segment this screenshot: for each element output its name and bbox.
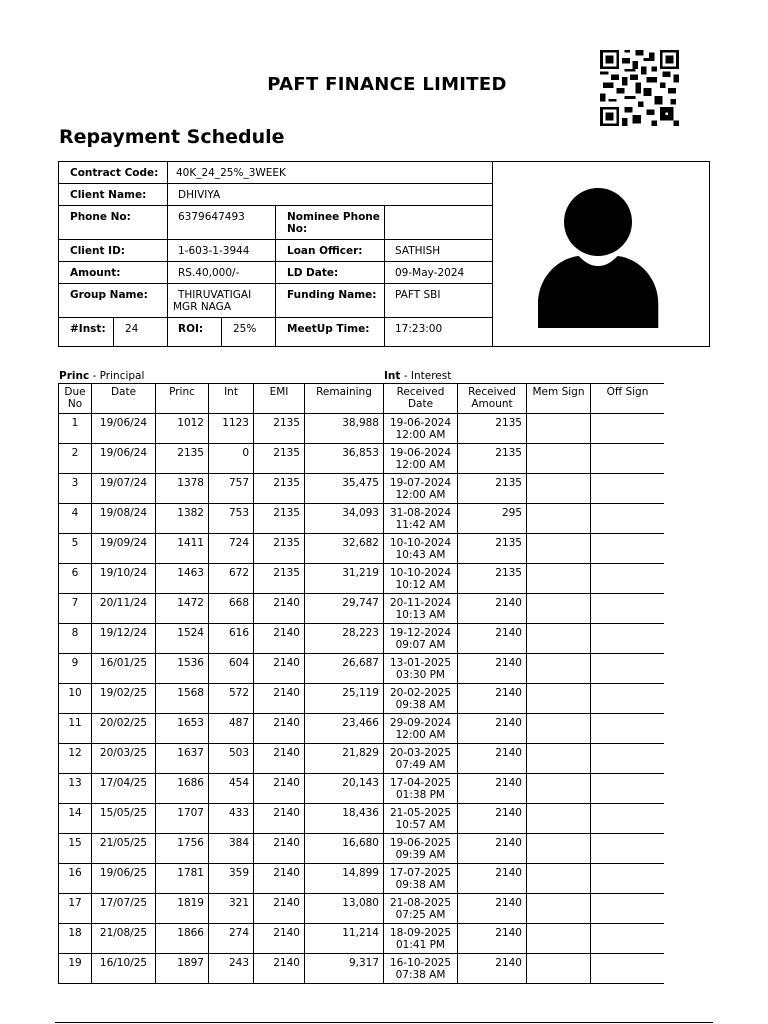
table-row [59, 714, 665, 744]
princ-cell: 2135 [156, 444, 209, 474]
received-date-cell: 20-03-2025 07:49 AM [384, 744, 458, 774]
off-sign-cell [591, 474, 665, 504]
table-row [59, 834, 665, 864]
mem-sign-cell [527, 804, 591, 834]
date-cell: 20/11/24 [92, 594, 156, 624]
remaining-cell: 16,680 [305, 834, 384, 864]
remaining-cell: 23,466 [305, 714, 384, 744]
princ-cell: 1382 [156, 504, 209, 534]
emi-cell: 2140 [254, 804, 305, 834]
princ-cell: 1411 [156, 534, 209, 564]
table-row [59, 564, 665, 594]
due-no-cell: 11 [59, 714, 92, 744]
princ-cell: 1637 [156, 744, 209, 774]
due-no-cell: 1 [59, 414, 92, 444]
column-header: Remaining [305, 384, 384, 414]
date-cell: 17/07/25 [92, 894, 156, 924]
off-sign-cell [591, 534, 665, 564]
received-amount-cell: 2140 [458, 594, 527, 624]
emi-cell: 2140 [254, 774, 305, 804]
due-no-cell: 17 [59, 894, 92, 924]
loan-officer-label: Loan Officer: [287, 245, 363, 257]
int-cell: 274 [209, 924, 254, 954]
client-name-value: DHIVIYA [178, 189, 221, 201]
remaining-cell: 38,988 [305, 414, 384, 444]
received-date-cell: 10-10-2024 10:43 AM [384, 534, 458, 564]
off-sign-cell [591, 744, 665, 774]
due-no-cell: 2 [59, 444, 92, 474]
remaining-cell: 9,317 [305, 954, 384, 984]
int-cell: 668 [209, 594, 254, 624]
date-cell: 19/07/24 [92, 474, 156, 504]
princ-cell: 1686 [156, 774, 209, 804]
emi-cell: 2135 [254, 444, 305, 474]
received-date-cell: 20-11-2024 10:13 AM [384, 594, 458, 624]
due-no-cell: 10 [59, 684, 92, 714]
off-sign-cell [591, 864, 665, 894]
received-date-cell: 17-04-2025 01:38 PM [384, 774, 458, 804]
princ-cell: 1472 [156, 594, 209, 624]
emi-cell: 2140 [254, 954, 305, 984]
legend-interest: Int - Interest [384, 370, 452, 382]
footer-divider [55, 1022, 713, 1023]
int-cell: 1123 [209, 414, 254, 444]
column-header: Due No [59, 384, 92, 414]
mem-sign-cell [527, 414, 591, 444]
date-cell: 15/05/25 [92, 804, 156, 834]
emi-cell: 2135 [254, 564, 305, 594]
mem-sign-cell [527, 744, 591, 774]
date-cell: 16/10/25 [92, 954, 156, 984]
company-name: PAFT FINANCE LIMITED [267, 74, 507, 95]
group-name-label: Group Name: [70, 289, 148, 301]
group-name-value: THIRUVATIGAI MGR NAGA [173, 289, 252, 313]
mem-sign-cell [527, 774, 591, 804]
column-header: Date [92, 384, 156, 414]
mem-sign-cell [527, 954, 591, 984]
remaining-cell: 25,119 [305, 684, 384, 714]
princ-cell: 1707 [156, 804, 209, 834]
received-date-cell: 13-01-2025 03:30 PM [384, 654, 458, 684]
mem-sign-cell [527, 594, 591, 624]
off-sign-cell [591, 774, 665, 804]
emi-cell: 2140 [254, 864, 305, 894]
due-no-cell: 14 [59, 804, 92, 834]
off-sign-cell [591, 954, 665, 984]
table-row [59, 924, 665, 954]
received-date-cell: 19-06-2024 12:00 AM [384, 414, 458, 444]
table-row [59, 504, 665, 534]
legend-principal: Princ - Principal [59, 370, 145, 382]
remaining-cell: 18,436 [305, 804, 384, 834]
off-sign-cell [591, 714, 665, 744]
nominee-phone-label: Nominee Phone No: [287, 211, 380, 235]
off-sign-cell [591, 654, 665, 684]
mem-sign-cell [527, 504, 591, 534]
emi-cell: 2140 [254, 894, 305, 924]
table-row [59, 774, 665, 804]
int-cell: 0 [209, 444, 254, 474]
due-no-cell: 3 [59, 474, 92, 504]
princ-cell: 1653 [156, 714, 209, 744]
column-header: Received Date [384, 384, 458, 414]
int-cell: 503 [209, 744, 254, 774]
off-sign-cell [591, 414, 665, 444]
remaining-cell: 36,853 [305, 444, 384, 474]
int-cell: 359 [209, 864, 254, 894]
int-cell: 384 [209, 834, 254, 864]
roi-label: ROI: [178, 323, 204, 335]
received-amount-cell: 2140 [458, 774, 527, 804]
client-id-label: Client ID: [70, 245, 125, 257]
due-no-cell: 15 [59, 834, 92, 864]
princ-cell: 1378 [156, 474, 209, 504]
received-date-cell: 17-07-2025 09:38 AM [384, 864, 458, 894]
emi-cell: 2140 [254, 834, 305, 864]
int-cell: 454 [209, 774, 254, 804]
mem-sign-cell [527, 894, 591, 924]
int-cell: 243 [209, 954, 254, 984]
received-amount-cell: 2140 [458, 834, 527, 864]
date-cell: 20/03/25 [92, 744, 156, 774]
column-header: Mem Sign [527, 384, 591, 414]
received-amount-cell: 2140 [458, 654, 527, 684]
received-date-cell: 16-10-2025 07:38 AM [384, 954, 458, 984]
received-date-cell: 21-05-2025 10:57 AM [384, 804, 458, 834]
table-row [59, 474, 665, 504]
amount-label: Amount: [70, 267, 121, 279]
off-sign-cell [591, 894, 665, 924]
received-amount-cell: 2140 [458, 744, 527, 774]
received-date-cell: 20-02-2025 09:38 AM [384, 684, 458, 714]
received-amount-cell: 295 [458, 504, 527, 534]
mem-sign-cell [527, 684, 591, 714]
due-no-cell: 5 [59, 534, 92, 564]
date-cell: 21/05/25 [92, 834, 156, 864]
remaining-cell: 29,747 [305, 594, 384, 624]
received-date-cell: 10-10-2024 10:12 AM [384, 564, 458, 594]
remaining-cell: 20,143 [305, 774, 384, 804]
due-no-cell: 16 [59, 864, 92, 894]
received-amount-cell: 2135 [458, 474, 527, 504]
table-row [59, 414, 665, 444]
table-row [59, 804, 665, 834]
qr-code [600, 50, 679, 126]
princ-cell: 1866 [156, 924, 209, 954]
mem-sign-cell [527, 474, 591, 504]
received-date-cell: 29-09-2024 12:00 AM [384, 714, 458, 744]
emi-cell: 2140 [254, 924, 305, 954]
client-id-value: 1-603-1-3944 [178, 245, 250, 257]
emi-cell: 2140 [254, 624, 305, 654]
princ-cell: 1819 [156, 894, 209, 924]
off-sign-cell [591, 804, 665, 834]
mem-sign-cell [527, 834, 591, 864]
date-cell: 19/06/25 [92, 864, 156, 894]
date-cell: 17/04/25 [92, 774, 156, 804]
table-row [59, 744, 665, 774]
column-header: Off Sign [591, 384, 665, 414]
table-row [59, 444, 665, 474]
received-amount-cell: 2140 [458, 894, 527, 924]
due-no-cell: 18 [59, 924, 92, 954]
mem-sign-cell [527, 864, 591, 894]
int-cell: 753 [209, 504, 254, 534]
meetup-time-value: 17:23:00 [395, 323, 443, 335]
remaining-cell: 28,223 [305, 624, 384, 654]
int-cell: 672 [209, 564, 254, 594]
received-amount-cell: 2140 [458, 804, 527, 834]
ld-date-label: LD Date: [287, 267, 339, 279]
received-amount-cell: 2140 [458, 684, 527, 714]
received-date-cell: 19-12-2024 09:07 AM [384, 624, 458, 654]
received-date-cell: 19-06-2024 12:00 AM [384, 444, 458, 474]
received-amount-cell: 2135 [458, 414, 527, 444]
princ-cell: 1463 [156, 564, 209, 594]
table-row [59, 684, 665, 714]
date-cell: 19/10/24 [92, 564, 156, 594]
date-cell: 19/06/24 [92, 414, 156, 444]
due-no-cell: 8 [59, 624, 92, 654]
int-cell: 604 [209, 654, 254, 684]
mem-sign-cell [527, 564, 591, 594]
off-sign-cell [591, 834, 665, 864]
date-cell: 20/02/25 [92, 714, 156, 744]
roi-value: 25% [233, 323, 257, 335]
due-no-cell: 6 [59, 564, 92, 594]
date-cell: 16/01/25 [92, 654, 156, 684]
table-row [59, 894, 665, 924]
column-header: Princ [156, 384, 209, 414]
funding-name-value: PAFT SBI [395, 289, 441, 301]
princ-cell: 1897 [156, 954, 209, 984]
remaining-cell: 21,829 [305, 744, 384, 774]
princ-cell: 1756 [156, 834, 209, 864]
column-header: Int [209, 384, 254, 414]
due-no-cell: 19 [59, 954, 92, 984]
off-sign-cell [591, 444, 665, 474]
installments-label: #Inst: [70, 323, 106, 335]
received-date-cell: 21-08-2025 07:25 AM [384, 894, 458, 924]
date-cell: 19/02/25 [92, 684, 156, 714]
mem-sign-cell [527, 624, 591, 654]
page-title: Repayment Schedule [59, 126, 285, 148]
client-name-label: Client Name: [70, 189, 147, 201]
remaining-cell: 13,080 [305, 894, 384, 924]
emi-cell: 2135 [254, 414, 305, 444]
due-no-cell: 7 [59, 594, 92, 624]
off-sign-cell [591, 924, 665, 954]
emi-cell: 2135 [254, 534, 305, 564]
int-cell: 321 [209, 894, 254, 924]
off-sign-cell [591, 624, 665, 654]
remaining-cell: 31,219 [305, 564, 384, 594]
princ-cell: 1781 [156, 864, 209, 894]
table-row [59, 534, 665, 564]
int-cell: 433 [209, 804, 254, 834]
remaining-cell: 35,475 [305, 474, 384, 504]
column-header: Received Amount [458, 384, 527, 414]
mem-sign-cell [527, 444, 591, 474]
phone-value: 6379647493 [178, 211, 245, 223]
meetup-time-label: MeetUp Time: [287, 323, 370, 335]
int-cell: 757 [209, 474, 254, 504]
princ-cell: 1524 [156, 624, 209, 654]
received-date-cell: 31-08-2024 11:42 AM [384, 504, 458, 534]
table-row [59, 954, 665, 984]
due-no-cell: 12 [59, 744, 92, 774]
received-amount-cell: 2140 [458, 924, 527, 954]
int-cell: 724 [209, 534, 254, 564]
emi-cell: 2140 [254, 714, 305, 744]
received-date-cell: 19-06-2025 09:39 AM [384, 834, 458, 864]
due-no-cell: 13 [59, 774, 92, 804]
int-cell: 616 [209, 624, 254, 654]
remaining-cell: 34,093 [305, 504, 384, 534]
int-cell: 572 [209, 684, 254, 714]
received-amount-cell: 2140 [458, 864, 527, 894]
int-cell: 487 [209, 714, 254, 744]
date-cell: 19/09/24 [92, 534, 156, 564]
off-sign-cell [591, 594, 665, 624]
princ-cell: 1012 [156, 414, 209, 444]
table-row [59, 654, 665, 684]
off-sign-cell [591, 504, 665, 534]
received-date-cell: 19-07-2024 12:00 AM [384, 474, 458, 504]
date-cell: 19/06/24 [92, 444, 156, 474]
contract-code-value: 40K_24_25%_3WEEK [176, 167, 286, 179]
off-sign-cell [591, 564, 665, 594]
remaining-cell: 32,682 [305, 534, 384, 564]
mem-sign-cell [527, 654, 591, 684]
received-amount-cell: 2135 [458, 534, 527, 564]
amount-value: RS.40,000/- [178, 267, 240, 279]
emi-cell: 2140 [254, 594, 305, 624]
emi-cell: 2135 [254, 504, 305, 534]
repayment-schedule-table [58, 383, 664, 989]
funding-name-label: Funding Name: [287, 289, 377, 301]
received-amount-cell: 2140 [458, 714, 527, 744]
emi-cell: 2135 [254, 474, 305, 504]
emi-cell: 2140 [254, 684, 305, 714]
mem-sign-cell [527, 924, 591, 954]
received-amount-cell: 2135 [458, 444, 527, 474]
remaining-cell: 11,214 [305, 924, 384, 954]
remaining-cell: 26,687 [305, 654, 384, 684]
mem-sign-cell [527, 534, 591, 564]
loan-officer-value: SATHISH [395, 245, 441, 257]
off-sign-cell [591, 684, 665, 714]
client-photo-placeholder-icon [536, 188, 660, 328]
emi-cell: 2140 [254, 744, 305, 774]
due-no-cell: 4 [59, 504, 92, 534]
ld-date-value: 09-May-2024 [395, 267, 465, 279]
received-amount-cell: 2135 [458, 564, 527, 594]
date-cell: 21/08/25 [92, 924, 156, 954]
table-row [59, 594, 665, 624]
column-header: EMI [254, 384, 305, 414]
remaining-cell: 14,899 [305, 864, 384, 894]
contract-code-label: Contract Code: [70, 167, 159, 179]
date-cell: 19/12/24 [92, 624, 156, 654]
table-row [59, 864, 665, 894]
received-amount-cell: 2140 [458, 624, 527, 654]
emi-cell: 2140 [254, 654, 305, 684]
received-amount-cell: 2140 [458, 954, 527, 984]
received-date-cell: 18-09-2025 01:41 PM [384, 924, 458, 954]
mem-sign-cell [527, 714, 591, 744]
table-row [59, 624, 665, 654]
date-cell: 19/08/24 [92, 504, 156, 534]
due-no-cell: 9 [59, 654, 92, 684]
princ-cell: 1568 [156, 684, 209, 714]
installments-value: 24 [125, 323, 139, 335]
phone-label: Phone No: [70, 211, 131, 223]
princ-cell: 1536 [156, 654, 209, 684]
table-header-row [59, 384, 665, 414]
